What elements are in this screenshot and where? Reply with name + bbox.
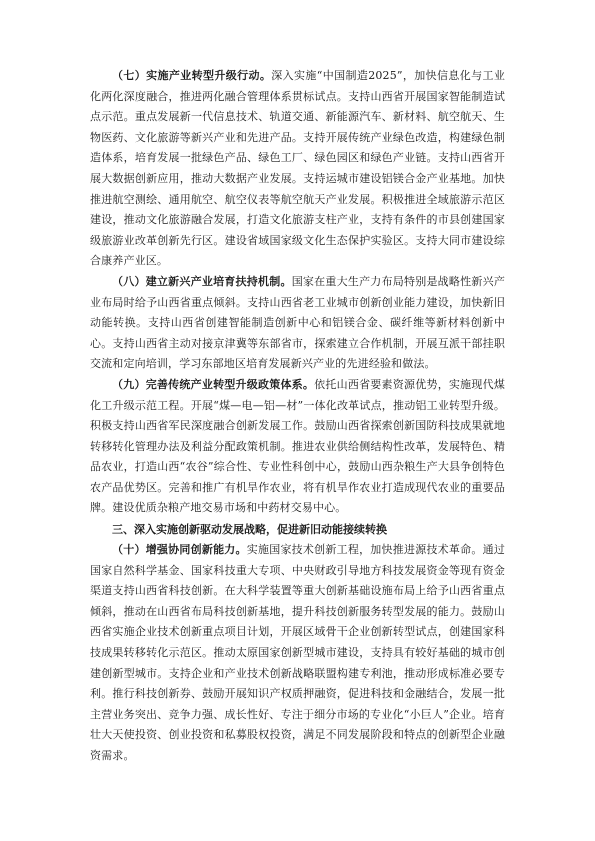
paragraph-7-heading: （七）实施产业转型升级行动。 [112, 69, 272, 82]
paragraph-10-text: 实施国家技术创新工程，加快推进源技术革命。通过国家自然科学基金、国家科技重大专项、中央财政引导地方科技发展资金等现有资金渠道支持山西省科技创新。在大科学装置等重大创新基础设施布局上给予山西省重点倾斜，推动在山西省布局科技创新基地，提升科技创新服务转型发展的能力。鼓励山西省实施企业技术创新重点项目计划，开展区域骨干企业创新转型试点，创建国家科技成果转移转化示范区。推动太原国家创新型城市建设，支持具有较好基础的城市创建创新型城市。支持企业和产业技术创新战略联盟构建专利池，推动形成标准必要专利。推行科技创新券、鼓励开展知识产权质押融资，促进科技和金融结合，发展一批主营业务突出、竞争力强、成长性好、专注于细分市场的专业化“小巨人”企业。培育壮大天使投资、创业投资和私募股权投资，满足不同发展阶段和特点的创新型企业融资需求。 [90, 543, 505, 762]
document-page [90, 66, 505, 767]
paragraph-10 [90, 540, 505, 767]
paragraph-10-heading: （十）增强协同创新能力。 [112, 543, 247, 557]
paragraph-8 [90, 272, 505, 375]
paragraph-9-text: 依托山西省要素资源优势，实施现代煤化工升级示范工程。开展“煤—电—铝—材”一体化改革试点，推动铝工业转型升级。积极支持山西省军民深度融合创新发展工作。鼓励山西省探索创新国防科技成果就地转移转化管理办法及利益分配政策机制。推进农业供给侧结构性改革，发展特色、精品农业，打造山西“农谷”综合性、专业性科创中心，鼓励山西杂粮生产大县争创特色农产品优势区。完善和推广有机旱作农业，将有机旱作农业打造成现代农业的重要品牌。建设优质杂粮产地交易市场和中药材交易中心。 [90, 377, 505, 515]
paragraph-8-heading: （八）建立新兴产业培育扶持机制。 [112, 274, 292, 288]
paragraph-8-text: 国家在重大生产力布局特别是战略性新兴产业布局时给予山西省重点倾斜。支持山西省老工业城市创新创业能力建设，加快新旧动能转换。支持山西省创建智能制造创新中心和铝镁合金、碳纤维等新材料创新中心。支持山西省主动对接京津冀等东部省市，探索建立合作机制，开展互派干部挂职交流和定向培训，学习东部地区培育发展新兴产业的先进经验和做法。 [90, 274, 505, 371]
paragraph-9-heading: （九）完善传统产业转型升级政策体系。 [112, 377, 315, 391]
paragraph-7 [90, 66, 505, 272]
paragraph-9 [90, 375, 505, 519]
section-title: 三、深入实施创新驱动发展战略，促进新旧动能接续转换 [112, 523, 387, 537]
paragraph-7-text: 深入实施“中国制造2025”，加快信息化与工业化两化深度融合，推进两化融合管理体系贯标试点。支持山西省开展国家智能制造试点示范。重点发展新一代信息技术、轨道交通、新能源汽车、新材料、航空航天、生物医药、文化旅游等新兴产业和先进产品。支持开展传统产业绿色改造，构建绿色制造体系，培育发展一批绿色产品、绿色工厂、绿色园区和绿色产业链。支持山西省开展大数据创新应用，推动大数据产业发展。支持运城市建设铝镁合金产业基地。加快推进航空测绘、通用航空、航空仪表等航空航天产业发展。积极推进全域旅游示范区建设，推动文化旅游融合发展，打造文化旅游支柱产业，支持有条件的市县创建国家级旅游业改革创新先行区。建设省域国家级文化生态保护实验区。支持大同市建设综合康养产业区。 [90, 69, 505, 268]
